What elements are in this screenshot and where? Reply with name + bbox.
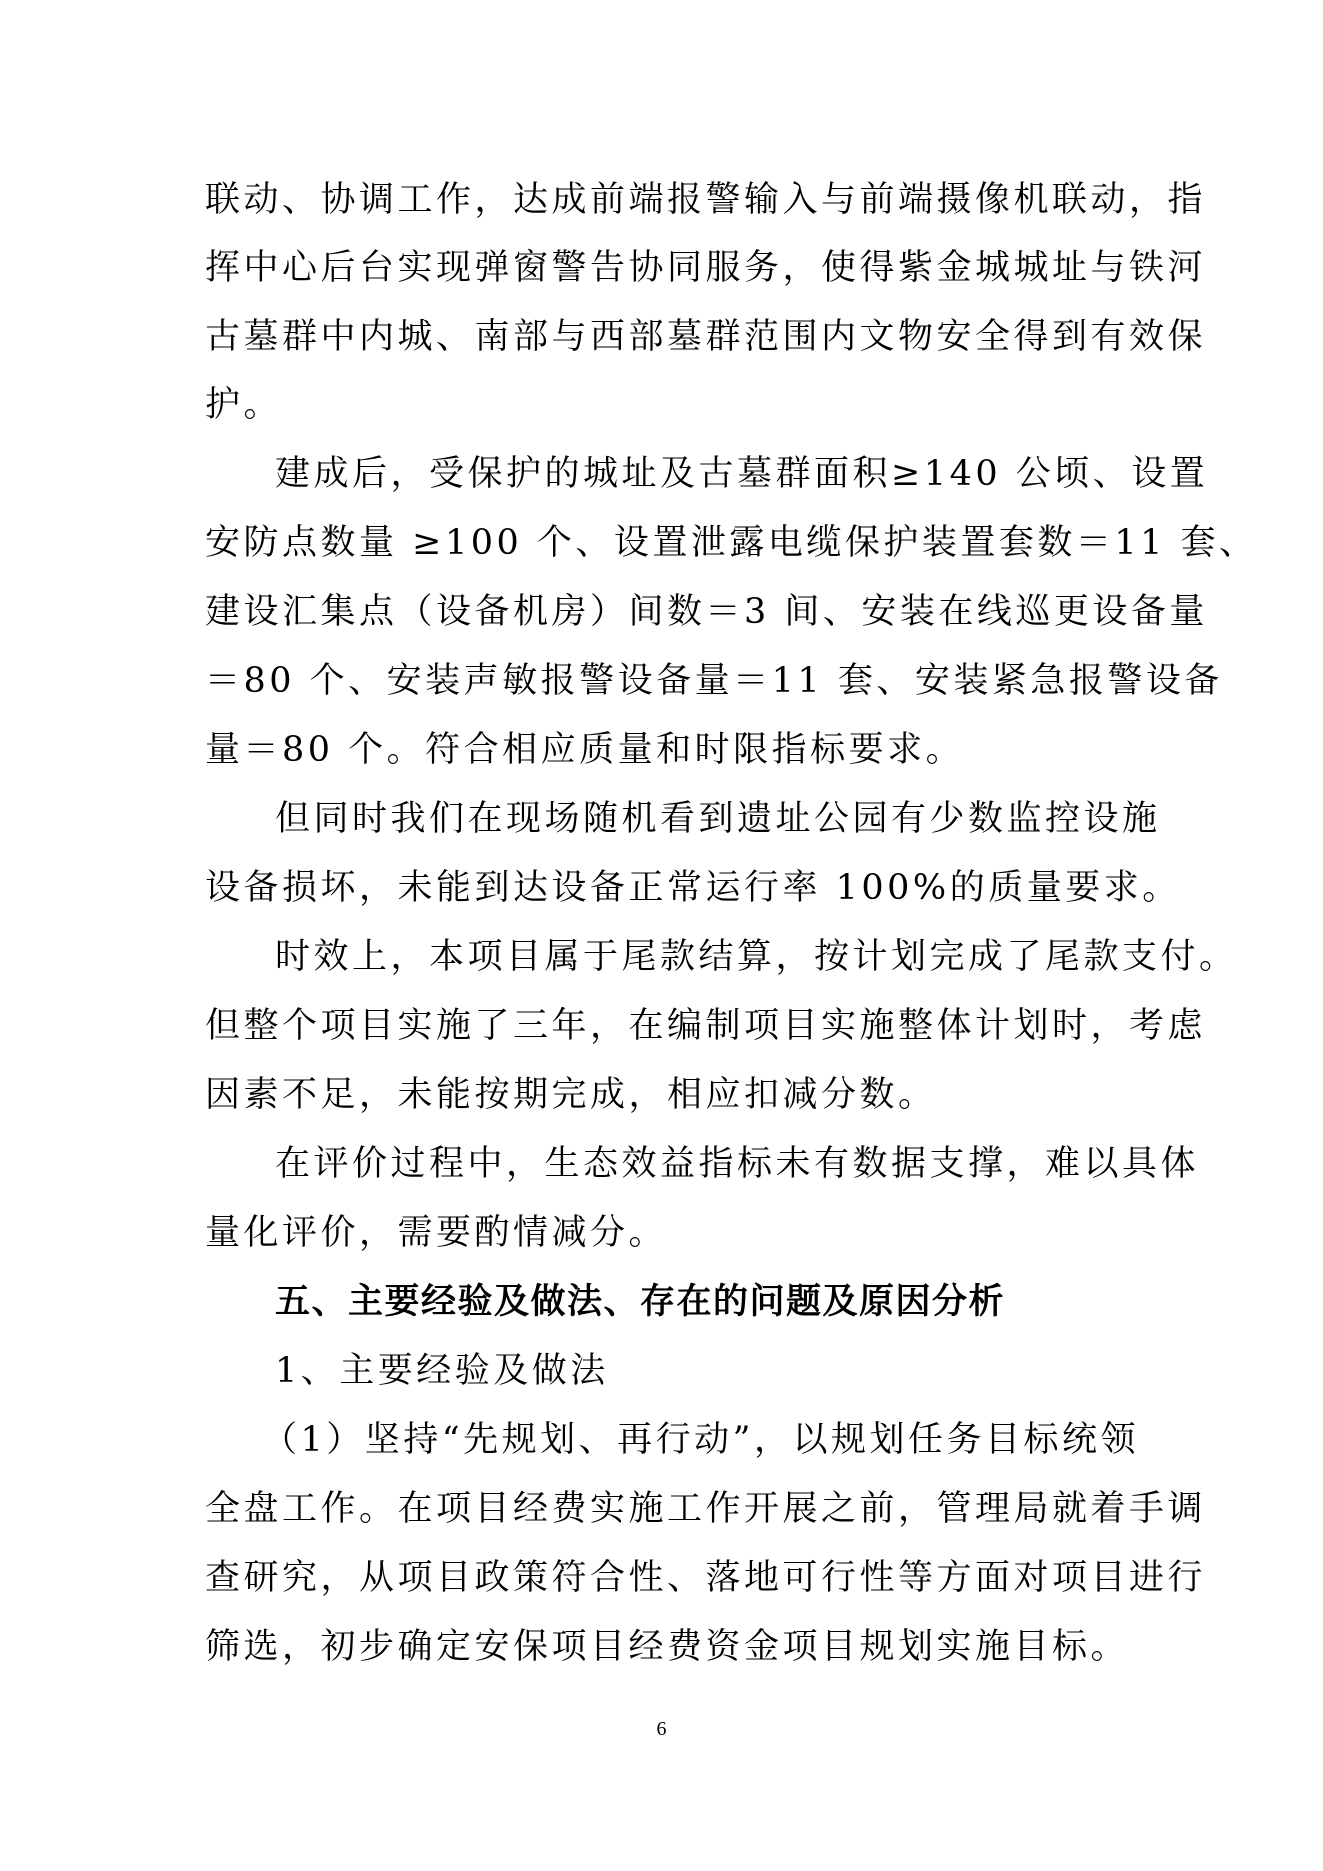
body-line: 量化评价，需要酌情减分。 (205, 1213, 668, 1253)
body-line: 联动、协调工作，达成前端报警输入与前端摄像机联动，指 (205, 180, 1207, 220)
body-line: 因素不足，未能按期完成，相应扣减分数。 (205, 1075, 937, 1115)
body-line: 护。 (205, 385, 283, 425)
body-line: 挥中心后台实现弹窗警告协同服务，使得紫金城城址与铁河 (205, 248, 1207, 288)
body-line: 古墓群中内城、南部与西部墓群范围内文物安全得到有效保 (205, 317, 1207, 357)
subsection-heading: 1、主要经验及做法 (275, 1351, 609, 1391)
body-line: 全盘工作。在项目经费实施工作开展之前，管理局就着手调 (205, 1489, 1207, 1529)
page-number: 6 (656, 1718, 667, 1740)
body-line: 筛选，初步确定安保项目经费资金项目规划实施目标。 (205, 1627, 1130, 1667)
paragraph-start-line: 建成后，受保护的城址及古墓群面积≥140 公顷、设置 (275, 454, 1209, 494)
body-line: 但整个项目实施了三年，在编制项目实施整体计划时，考虑 (205, 1006, 1207, 1046)
body-line: 安防点数量 ≥100 个、设置泄露电缆保护装置套数＝11 套、 (205, 523, 1258, 563)
paragraph-start-line: 但同时我们在现场随机看到遗址公园有少数监控设施 (275, 799, 1161, 839)
body-line: 查研究，从项目政策符合性、落地可行性等方面对项目进行 (205, 1558, 1207, 1598)
section-heading: 五、主要经验及做法、存在的问题及原因分析 (275, 1282, 1006, 1322)
paragraph-start-line: （1）坚持“先规划、再行动”，以规划任务目标统领 (262, 1420, 1140, 1460)
body-line: 建设汇集点（设备机房）间数＝3 间、安装在线巡更设备量 (205, 592, 1208, 632)
paragraph-start-line: 在评价过程中，生态效益指标未有数据支撑，难以具体 (275, 1144, 1200, 1184)
body-line: 设备损坏，未能到达设备正常运行率 100%的质量要求。 (205, 868, 1181, 908)
body-line: ＝80 个、安装声敏报警设备量＝11 套、安装紧急报警设备 (205, 661, 1223, 701)
paragraph-start-line: 时效上，本项目属于尾款结算，按计划完成了尾款支付。 (275, 937, 1238, 977)
body-line: 量＝80 个。符合相应质量和时限指标要求。 (205, 730, 965, 770)
